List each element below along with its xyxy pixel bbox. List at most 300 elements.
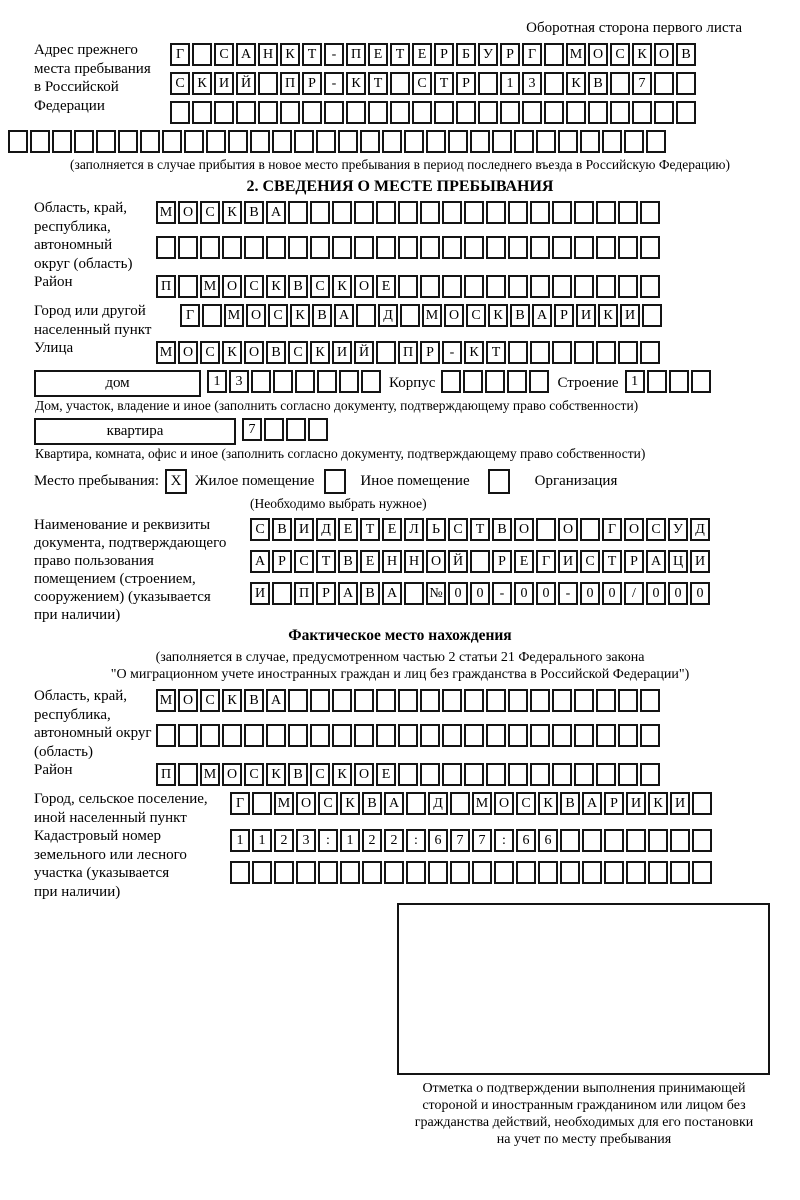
char-cell[interactable]	[530, 275, 550, 298]
char-cell[interactable]: Л	[404, 518, 424, 541]
char-cell[interactable]: О	[354, 275, 374, 298]
char-cell[interactable]	[580, 130, 600, 153]
char-cell[interactable]: М	[156, 689, 176, 712]
char-cell[interactable]: Е	[514, 550, 534, 573]
char-cell[interactable]: С	[250, 518, 270, 541]
char-cell[interactable]: Г	[230, 792, 250, 815]
char-cell[interactable]	[222, 236, 242, 259]
char-cell[interactable]	[266, 724, 286, 747]
char-cell[interactable]	[580, 518, 600, 541]
char-cell[interactable]	[552, 201, 572, 224]
char-cell[interactable]	[486, 275, 506, 298]
char-cell[interactable]	[676, 101, 696, 124]
char-cell[interactable]	[618, 763, 638, 786]
char-cell[interactable]	[178, 724, 198, 747]
char-cell[interactable]	[230, 861, 250, 884]
char-cell[interactable]: 1	[207, 370, 227, 393]
char-cell[interactable]: 1	[252, 829, 272, 852]
char-cell[interactable]	[244, 236, 264, 259]
char-cell[interactable]	[332, 689, 352, 712]
char-cell[interactable]	[463, 370, 483, 393]
char-cell[interactable]: М	[200, 275, 220, 298]
char-cell[interactable]: С	[310, 763, 330, 786]
char-cell[interactable]	[494, 861, 514, 884]
char-cell[interactable]: М	[156, 341, 176, 364]
char-cell[interactable]: Р	[604, 792, 624, 815]
char-cell[interactable]: Б	[456, 43, 476, 66]
stay-type-checkbox-other-premises[interactable]	[324, 469, 346, 494]
char-cell[interactable]: Д	[378, 304, 398, 327]
char-cell[interactable]	[654, 72, 674, 95]
char-cell[interactable]	[574, 763, 594, 786]
char-cell[interactable]	[354, 201, 374, 224]
char-cell[interactable]	[472, 861, 492, 884]
char-cell[interactable]: Н	[382, 550, 402, 573]
char-cell[interactable]: Е	[368, 43, 388, 66]
char-cell[interactable]: Н	[258, 43, 278, 66]
char-cell[interactable]	[574, 689, 594, 712]
char-cell[interactable]	[338, 130, 358, 153]
char-cell[interactable]: М	[472, 792, 492, 815]
char-cell[interactable]: Г	[170, 43, 190, 66]
char-cell[interactable]: И	[294, 518, 314, 541]
char-cell[interactable]	[596, 236, 616, 259]
char-cell[interactable]	[450, 861, 470, 884]
char-cell[interactable]	[626, 829, 646, 852]
stay-type-checkbox-organization[interactable]	[488, 469, 510, 494]
char-cell[interactable]: О	[514, 518, 534, 541]
char-cell[interactable]: П	[346, 43, 366, 66]
char-cell[interactable]: -	[558, 582, 578, 605]
char-cell[interactable]: А	[382, 582, 402, 605]
char-cell[interactable]	[552, 341, 572, 364]
char-cell[interactable]	[400, 304, 420, 327]
char-cell[interactable]: К	[332, 275, 352, 298]
char-cell[interactable]: О	[444, 304, 464, 327]
char-cell[interactable]	[618, 341, 638, 364]
char-cell[interactable]: Т	[368, 72, 388, 95]
char-cell[interactable]	[530, 341, 550, 364]
char-cell[interactable]: Р	[272, 550, 292, 573]
char-cell[interactable]	[441, 370, 461, 393]
char-cell[interactable]	[508, 236, 528, 259]
char-cell[interactable]	[558, 130, 578, 153]
char-cell[interactable]	[544, 43, 564, 66]
char-cell[interactable]	[118, 130, 138, 153]
char-cell[interactable]: И	[620, 304, 640, 327]
char-cell[interactable]: С	[310, 275, 330, 298]
char-cell[interactable]: Т	[360, 518, 380, 541]
char-cell[interactable]: П	[294, 582, 314, 605]
char-cell[interactable]: Г	[536, 550, 556, 573]
char-cell[interactable]: №	[426, 582, 446, 605]
char-cell[interactable]	[258, 72, 278, 95]
char-cell[interactable]	[252, 861, 272, 884]
char-cell[interactable]	[360, 130, 380, 153]
char-cell[interactable]: С	[200, 341, 220, 364]
char-cell[interactable]	[30, 130, 50, 153]
char-cell[interactable]: С	[318, 792, 338, 815]
char-cell[interactable]	[530, 724, 550, 747]
char-cell[interactable]: А	[338, 582, 358, 605]
char-cell[interactable]	[156, 236, 176, 259]
char-cell[interactable]: К	[464, 341, 484, 364]
char-cell[interactable]: М	[224, 304, 244, 327]
char-cell[interactable]	[376, 724, 396, 747]
char-cell[interactable]	[530, 201, 550, 224]
char-cell[interactable]	[442, 275, 462, 298]
char-cell[interactable]	[582, 861, 602, 884]
char-cell[interactable]	[332, 724, 352, 747]
char-cell[interactable]: О	[354, 763, 374, 786]
char-cell[interactable]: Д	[316, 518, 336, 541]
char-cell[interactable]: 6	[428, 829, 448, 852]
char-cell[interactable]: Д	[690, 518, 710, 541]
char-cell[interactable]	[448, 130, 468, 153]
char-cell[interactable]: О	[426, 550, 446, 573]
char-cell[interactable]: С	[580, 550, 600, 573]
char-cell[interactable]: Р	[624, 550, 644, 573]
char-cell[interactable]	[354, 724, 374, 747]
char-cell[interactable]	[346, 101, 366, 124]
char-cell[interactable]: В	[362, 792, 382, 815]
char-cell[interactable]	[582, 829, 602, 852]
char-cell[interactable]: В	[244, 689, 264, 712]
char-cell[interactable]: П	[398, 341, 418, 364]
char-cell[interactable]: С	[448, 518, 468, 541]
char-cell[interactable]: К	[280, 43, 300, 66]
char-cell[interactable]: Т	[316, 550, 336, 573]
char-cell[interactable]	[442, 724, 462, 747]
char-cell[interactable]	[670, 861, 690, 884]
char-cell[interactable]: 0	[470, 582, 490, 605]
char-cell[interactable]: И	[214, 72, 234, 95]
char-cell[interactable]: Е	[412, 43, 432, 66]
char-cell[interactable]	[560, 861, 580, 884]
char-cell[interactable]	[522, 101, 542, 124]
char-cell[interactable]	[640, 763, 660, 786]
char-cell[interactable]: 1	[500, 72, 520, 95]
stay-type-checkbox-residential[interactable]: X	[165, 469, 187, 494]
char-cell[interactable]: К	[632, 43, 652, 66]
char-cell[interactable]: 3	[229, 370, 249, 393]
char-cell[interactable]	[486, 763, 506, 786]
char-cell[interactable]	[266, 236, 286, 259]
char-cell[interactable]	[604, 861, 624, 884]
char-cell[interactable]	[538, 861, 558, 884]
char-cell[interactable]	[390, 72, 410, 95]
char-cell[interactable]: С	[294, 550, 314, 573]
char-cell[interactable]: С	[412, 72, 432, 95]
char-cell[interactable]	[464, 275, 484, 298]
char-cell[interactable]	[516, 861, 536, 884]
char-cell[interactable]	[362, 861, 382, 884]
char-cell[interactable]	[514, 130, 534, 153]
char-cell[interactable]	[52, 130, 72, 153]
char-cell[interactable]	[428, 861, 448, 884]
char-cell[interactable]: 0	[536, 582, 556, 605]
char-cell[interactable]	[222, 724, 242, 747]
char-cell[interactable]	[618, 201, 638, 224]
char-cell[interactable]	[640, 236, 660, 259]
char-cell[interactable]	[200, 236, 220, 259]
char-cell[interactable]	[295, 370, 315, 393]
char-cell[interactable]	[288, 724, 308, 747]
char-cell[interactable]: К	[192, 72, 212, 95]
char-cell[interactable]: 7	[632, 72, 652, 95]
char-cell[interactable]	[252, 792, 272, 815]
char-cell[interactable]: 6	[538, 829, 558, 852]
char-cell[interactable]: :	[406, 829, 426, 852]
char-cell[interactable]	[356, 304, 376, 327]
char-cell[interactable]	[178, 275, 198, 298]
char-cell[interactable]	[508, 724, 528, 747]
char-cell[interactable]	[200, 724, 220, 747]
char-cell[interactable]: К	[538, 792, 558, 815]
char-cell[interactable]: В	[312, 304, 332, 327]
char-cell[interactable]	[610, 72, 630, 95]
char-cell[interactable]: М	[422, 304, 442, 327]
char-cell[interactable]: Д	[428, 792, 448, 815]
char-cell[interactable]	[406, 861, 426, 884]
char-cell[interactable]	[361, 370, 381, 393]
char-cell[interactable]: -	[324, 72, 344, 95]
char-cell[interactable]	[420, 763, 440, 786]
char-cell[interactable]	[470, 130, 490, 153]
char-cell[interactable]: С	[170, 72, 190, 95]
char-cell[interactable]	[508, 341, 528, 364]
char-cell[interactable]: 3	[522, 72, 542, 95]
char-cell[interactable]	[332, 201, 352, 224]
char-cell[interactable]	[640, 275, 660, 298]
char-cell[interactable]	[354, 236, 374, 259]
char-cell[interactable]	[596, 763, 616, 786]
char-cell[interactable]	[420, 201, 440, 224]
char-cell[interactable]: К	[222, 689, 242, 712]
char-cell[interactable]: В	[338, 550, 358, 573]
char-cell[interactable]: М	[200, 763, 220, 786]
char-cell[interactable]	[368, 101, 388, 124]
char-cell[interactable]: С	[200, 201, 220, 224]
char-cell[interactable]: К	[266, 275, 286, 298]
char-cell[interactable]: В	[244, 201, 264, 224]
char-cell[interactable]	[574, 201, 594, 224]
char-cell[interactable]	[376, 689, 396, 712]
char-cell[interactable]: А	[250, 550, 270, 573]
char-cell[interactable]: О	[494, 792, 514, 815]
char-cell[interactable]: В	[266, 341, 286, 364]
char-cell[interactable]: Е	[382, 518, 402, 541]
char-cell[interactable]	[618, 275, 638, 298]
char-cell[interactable]: О	[624, 518, 644, 541]
char-cell[interactable]	[500, 101, 520, 124]
char-cell[interactable]	[648, 829, 668, 852]
char-cell[interactable]	[486, 724, 506, 747]
char-cell[interactable]: Й	[236, 72, 256, 95]
char-cell[interactable]	[398, 201, 418, 224]
char-cell[interactable]: -	[492, 582, 512, 605]
char-cell[interactable]: С	[646, 518, 666, 541]
char-cell[interactable]: 7	[472, 829, 492, 852]
char-cell[interactable]	[574, 724, 594, 747]
char-cell[interactable]	[8, 130, 28, 153]
char-cell[interactable]: К	[332, 763, 352, 786]
char-cell[interactable]: С	[466, 304, 486, 327]
char-cell[interactable]: О	[178, 341, 198, 364]
char-cell[interactable]	[596, 201, 616, 224]
char-cell[interactable]	[302, 101, 322, 124]
char-cell[interactable]	[192, 101, 212, 124]
char-cell[interactable]	[310, 689, 330, 712]
char-cell[interactable]: С	[200, 689, 220, 712]
char-cell[interactable]	[420, 275, 440, 298]
char-cell[interactable]	[258, 101, 278, 124]
char-cell[interactable]: 3	[296, 829, 316, 852]
char-cell[interactable]	[692, 861, 712, 884]
char-cell[interactable]: О	[588, 43, 608, 66]
char-cell[interactable]	[574, 236, 594, 259]
char-cell[interactable]: Й	[354, 341, 374, 364]
char-cell[interactable]	[184, 130, 204, 153]
char-cell[interactable]: Р	[434, 43, 454, 66]
char-cell[interactable]: /	[624, 582, 644, 605]
char-cell[interactable]: В	[560, 792, 580, 815]
char-cell[interactable]: О	[178, 201, 198, 224]
char-cell[interactable]	[178, 763, 198, 786]
char-cell[interactable]	[206, 130, 226, 153]
char-cell[interactable]	[588, 101, 608, 124]
char-cell[interactable]: О	[654, 43, 674, 66]
char-cell[interactable]: :	[318, 829, 338, 852]
char-cell[interactable]	[202, 304, 222, 327]
char-cell[interactable]	[654, 101, 674, 124]
char-cell[interactable]: К	[346, 72, 366, 95]
char-cell[interactable]: Р	[492, 550, 512, 573]
char-cell[interactable]: В	[676, 43, 696, 66]
char-cell[interactable]: 2	[362, 829, 382, 852]
char-cell[interactable]: 2	[274, 829, 294, 852]
char-cell[interactable]	[626, 861, 646, 884]
char-cell[interactable]	[280, 101, 300, 124]
char-cell[interactable]	[442, 201, 462, 224]
char-cell[interactable]	[646, 130, 666, 153]
char-cell[interactable]	[376, 341, 396, 364]
char-cell[interactable]: Е	[376, 763, 396, 786]
char-cell[interactable]	[640, 724, 660, 747]
char-cell[interactable]: С	[610, 43, 630, 66]
char-cell[interactable]: 7	[450, 829, 470, 852]
char-cell[interactable]	[596, 341, 616, 364]
char-cell[interactable]: В	[272, 518, 292, 541]
char-cell[interactable]: С	[268, 304, 288, 327]
char-cell[interactable]: 0	[580, 582, 600, 605]
char-cell[interactable]: С	[244, 275, 264, 298]
char-cell[interactable]: 6	[516, 829, 536, 852]
char-cell[interactable]	[486, 236, 506, 259]
char-cell[interactable]	[632, 101, 652, 124]
char-cell[interactable]	[406, 792, 426, 815]
char-cell[interactable]	[390, 101, 410, 124]
char-cell[interactable]	[552, 275, 572, 298]
char-cell[interactable]: Т	[390, 43, 410, 66]
char-cell[interactable]	[596, 275, 616, 298]
char-cell[interactable]: Т	[486, 341, 506, 364]
char-cell[interactable]	[492, 130, 512, 153]
char-cell[interactable]	[552, 724, 572, 747]
char-cell[interactable]: И	[250, 582, 270, 605]
char-cell[interactable]	[398, 236, 418, 259]
char-cell[interactable]	[376, 236, 396, 259]
char-cell[interactable]: И	[332, 341, 352, 364]
char-cell[interactable]	[272, 130, 292, 153]
char-cell[interactable]	[294, 130, 314, 153]
char-cell[interactable]: И	[558, 550, 578, 573]
char-cell[interactable]: В	[288, 275, 308, 298]
char-cell[interactable]	[310, 201, 330, 224]
char-cell[interactable]: П	[156, 763, 176, 786]
char-cell[interactable]: С	[214, 43, 234, 66]
char-cell[interactable]: К	[566, 72, 586, 95]
char-cell[interactable]	[288, 201, 308, 224]
char-cell[interactable]: С	[516, 792, 536, 815]
char-cell[interactable]: 0	[646, 582, 666, 605]
char-cell[interactable]	[288, 236, 308, 259]
char-cell[interactable]	[640, 201, 660, 224]
char-cell[interactable]	[382, 130, 402, 153]
char-cell[interactable]	[274, 861, 294, 884]
char-cell[interactable]	[560, 829, 580, 852]
char-cell[interactable]	[228, 130, 248, 153]
char-cell[interactable]: :	[494, 829, 514, 852]
char-cell[interactable]	[456, 101, 476, 124]
char-cell[interactable]: Р	[316, 582, 336, 605]
char-cell[interactable]	[273, 370, 293, 393]
char-cell[interactable]	[530, 236, 550, 259]
char-cell[interactable]	[624, 130, 644, 153]
char-cell[interactable]: С	[244, 763, 264, 786]
char-cell[interactable]	[692, 829, 712, 852]
char-cell[interactable]: А	[646, 550, 666, 573]
char-cell[interactable]: Г	[180, 304, 200, 327]
char-cell[interactable]: Е	[376, 275, 396, 298]
char-cell[interactable]: И	[576, 304, 596, 327]
char-cell[interactable]	[530, 763, 550, 786]
char-cell[interactable]	[507, 370, 527, 393]
char-cell[interactable]	[339, 370, 359, 393]
char-cell[interactable]	[610, 101, 630, 124]
char-cell[interactable]: Т	[302, 43, 322, 66]
char-cell[interactable]: Г	[522, 43, 542, 66]
char-cell[interactable]	[354, 689, 374, 712]
char-cell[interactable]	[308, 418, 328, 441]
char-cell[interactable]: 7	[242, 418, 262, 441]
char-cell[interactable]: О	[244, 341, 264, 364]
char-cell[interactable]: К	[266, 763, 286, 786]
char-cell[interactable]	[574, 341, 594, 364]
char-cell[interactable]: М	[566, 43, 586, 66]
char-cell[interactable]: А	[236, 43, 256, 66]
char-cell[interactable]: О	[296, 792, 316, 815]
char-cell[interactable]: 0	[668, 582, 688, 605]
char-cell[interactable]: О	[178, 689, 198, 712]
char-cell[interactable]	[676, 72, 696, 95]
char-cell[interactable]: К	[222, 201, 242, 224]
char-cell[interactable]	[669, 370, 689, 393]
char-cell[interactable]	[244, 724, 264, 747]
char-cell[interactable]	[544, 101, 564, 124]
char-cell[interactable]	[412, 101, 432, 124]
char-cell[interactable]	[552, 689, 572, 712]
